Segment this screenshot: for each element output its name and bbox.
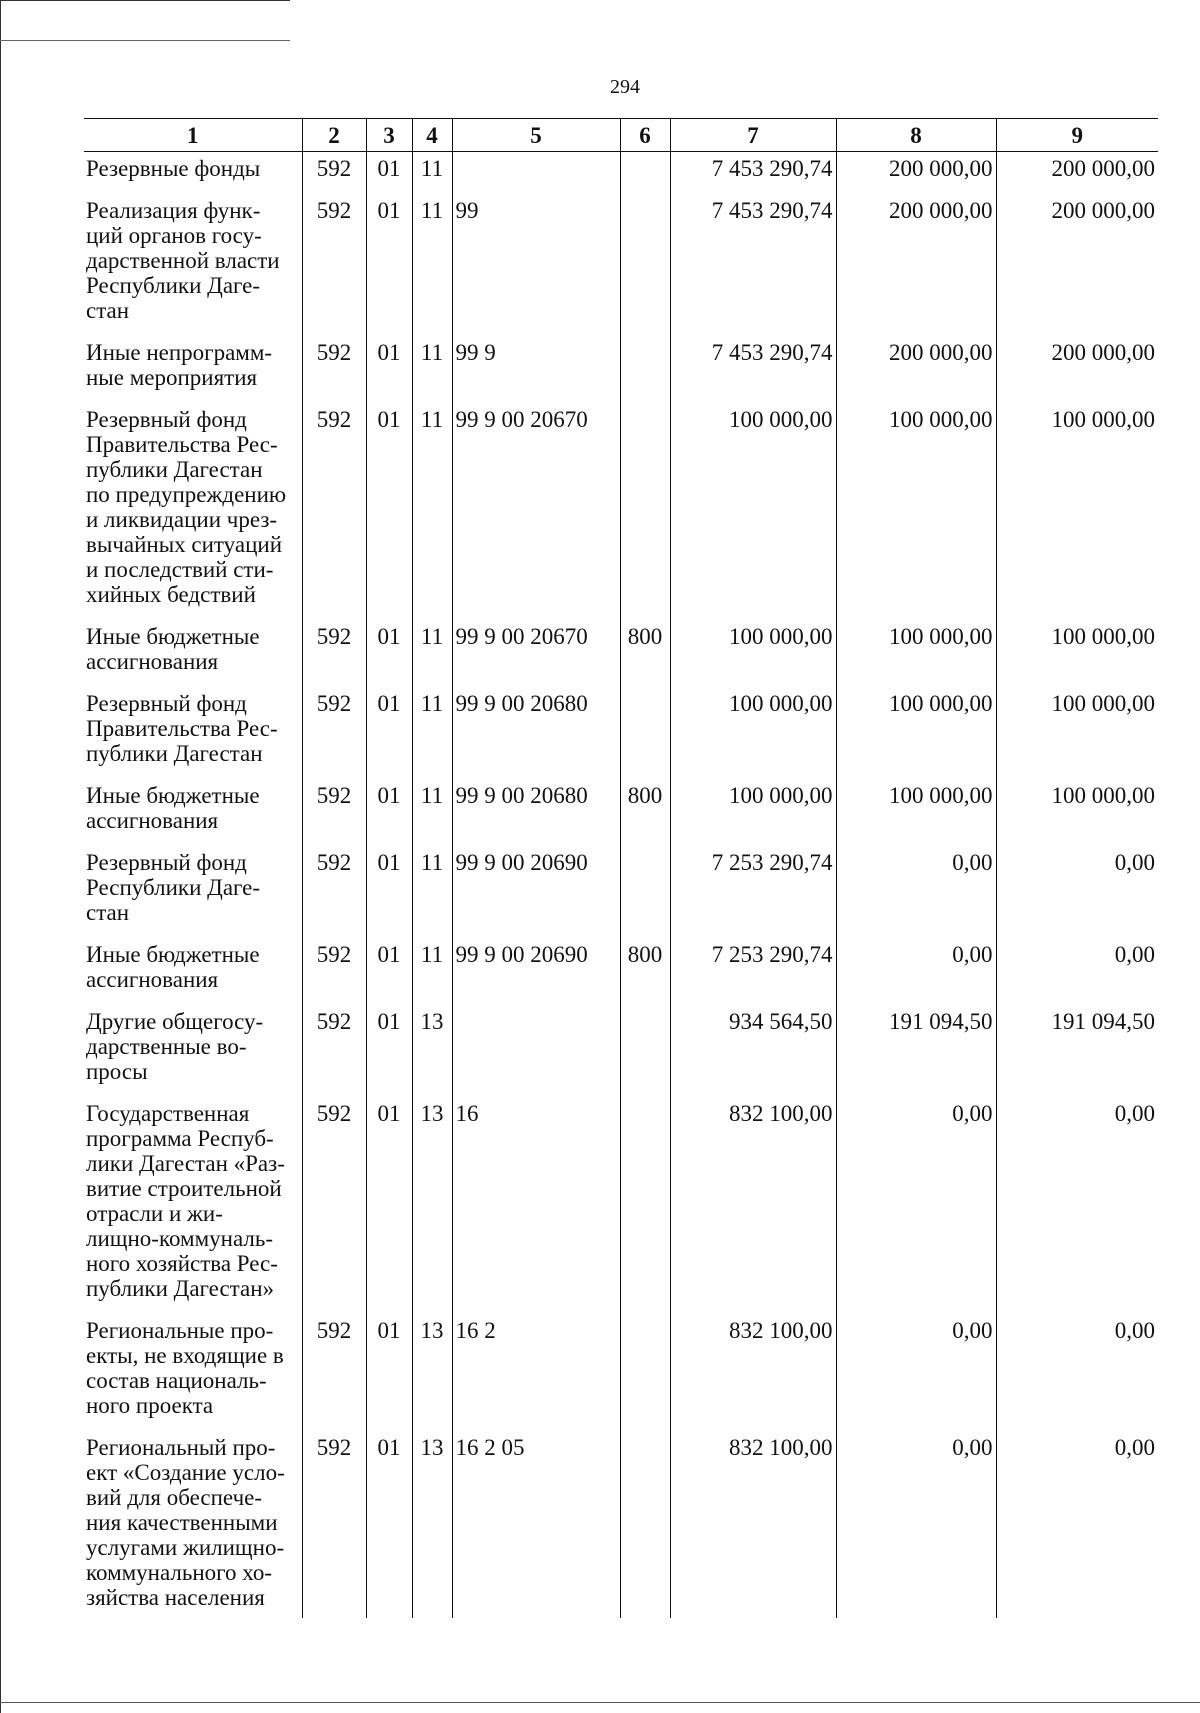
cell-target-article: 16 2 — [452, 1314, 620, 1431]
cell-name: Реализация функ- ций органов госу- дарственной власти Республики Даге- стан — [84, 194, 302, 336]
cell-target-article: 99 9 00 20680 — [452, 687, 620, 779]
cell-section: 01 — [366, 194, 412, 336]
page-number: 294 — [610, 76, 640, 98]
cell-name: Региональные про- екты, не входящие в состав националь- ного проекта — [84, 1314, 302, 1431]
cell-expense-type — [620, 194, 670, 336]
cell-subsection: 13 — [412, 1314, 452, 1431]
cell-admin-code: 592 — [302, 336, 366, 403]
column-header-9: 9 — [996, 119, 1158, 152]
cell-subsection: 13 — [412, 1005, 452, 1097]
cell-section: 01 — [366, 1097, 412, 1314]
column-header-7: 7 — [670, 119, 836, 152]
cell-expense-type: 800 — [620, 938, 670, 1005]
cell-admin-code: 592 — [302, 1005, 366, 1097]
budget-table — [84, 118, 1158, 1618]
cell-amount-col9: 0,00 — [996, 1314, 1158, 1431]
cell-name: Резервный фонд Республики Даге- стан — [84, 846, 302, 938]
cell-subsection: 11 — [412, 336, 452, 403]
cell-admin-code: 592 — [302, 1097, 366, 1314]
cell-amount-col7: 832 100,00 — [670, 1314, 836, 1431]
cell-subsection: 11 — [412, 620, 452, 687]
cell-name: Государственная программа Респуб- лики Дагестан «Раз- витие строительной отрасли и жи- лищно-коммуналь- ного хозяйства Рес- публики Дагестан» — [84, 1097, 302, 1314]
cell-expense-type — [620, 687, 670, 779]
column-header-1: 1 — [84, 119, 302, 152]
cell-target-article: 99 9 — [452, 336, 620, 403]
cell-target-article: 99 9 00 20670 — [452, 620, 620, 687]
cell-admin-code: 592 — [302, 938, 366, 1005]
cell-amount-col9: 200 000,00 — [996, 152, 1158, 195]
cell-section: 01 — [366, 779, 412, 846]
cell-amount-col9: 100 000,00 — [996, 687, 1158, 779]
cell-amount-col9: 0,00 — [996, 1431, 1158, 1618]
header-row — [84, 119, 1158, 152]
cell-amount-col7: 100 000,00 — [670, 620, 836, 687]
cell-amount-col7: 100 000,00 — [670, 403, 836, 620]
cell-amount-col9: 200 000,00 — [996, 336, 1158, 403]
cell-section: 01 — [366, 938, 412, 1005]
cell-name: Резервные фонды — [84, 152, 302, 195]
cell-target-article — [452, 152, 620, 195]
scan-edge-top-secondary — [0, 40, 290, 41]
cell-admin-code: 592 — [302, 1314, 366, 1431]
scan-edge-top — [0, 0, 290, 1]
cell-subsection: 11 — [412, 779, 452, 846]
cell-amount-col8: 0,00 — [836, 1097, 996, 1314]
cell-section: 01 — [366, 846, 412, 938]
cell-expense-type: 800 — [620, 620, 670, 687]
table-row — [84, 194, 1158, 336]
cell-target-article: 99 9 00 20690 — [452, 938, 620, 1005]
cell-name: Иные бюджетные ассигнования — [84, 620, 302, 687]
cell-admin-code: 592 — [302, 1431, 366, 1618]
table-row — [84, 403, 1158, 620]
table-row — [84, 687, 1158, 779]
cell-subsection: 11 — [412, 194, 452, 336]
cell-admin-code: 592 — [302, 403, 366, 620]
cell-section: 01 — [366, 152, 412, 195]
cell-subsection: 11 — [412, 938, 452, 1005]
table-row — [84, 1314, 1158, 1431]
column-header-2: 2 — [302, 119, 366, 152]
cell-admin-code: 592 — [302, 152, 366, 195]
cell-amount-col7: 832 100,00 — [670, 1431, 836, 1618]
cell-expense-type — [620, 1097, 670, 1314]
cell-name: Резервный фонд Правительства Рес- публики Дагестан — [84, 687, 302, 779]
cell-admin-code: 592 — [302, 194, 366, 336]
cell-amount-col7: 934 564,50 — [670, 1005, 836, 1097]
column-header-6: 6 — [620, 119, 670, 152]
cell-amount-col9: 100 000,00 — [996, 620, 1158, 687]
cell-amount-col8: 200 000,00 — [836, 336, 996, 403]
cell-amount-col8: 100 000,00 — [836, 620, 996, 687]
cell-expense-type — [620, 1005, 670, 1097]
cell-amount-col7: 100 000,00 — [670, 779, 836, 846]
cell-subsection: 11 — [412, 687, 452, 779]
table-row — [84, 846, 1158, 938]
scan-edge-left — [0, 0, 1, 1713]
table-row — [84, 336, 1158, 403]
cell-amount-col8: 0,00 — [836, 1314, 996, 1431]
column-header-8: 8 — [836, 119, 996, 152]
table-row — [84, 779, 1158, 846]
cell-section: 01 — [366, 403, 412, 620]
cell-amount-col7: 7 453 290,74 — [670, 336, 836, 403]
cell-admin-code: 592 — [302, 687, 366, 779]
table-row — [84, 938, 1158, 1005]
cell-target-article: 99 9 00 20690 — [452, 846, 620, 938]
cell-amount-col9: 100 000,00 — [996, 779, 1158, 846]
cell-expense-type — [620, 336, 670, 403]
table-row — [84, 1005, 1158, 1097]
cell-subsection: 11 — [412, 403, 452, 620]
cell-expense-type — [620, 846, 670, 938]
cell-section: 01 — [366, 687, 412, 779]
cell-expense-type — [620, 152, 670, 195]
cell-target-article: 99 9 00 20680 — [452, 779, 620, 846]
cell-expense-type — [620, 403, 670, 620]
table-row — [84, 1431, 1158, 1618]
cell-expense-type — [620, 1314, 670, 1431]
cell-subsection: 11 — [412, 152, 452, 195]
cell-section: 01 — [366, 336, 412, 403]
cell-amount-col8: 0,00 — [836, 846, 996, 938]
column-header-3: 3 — [366, 119, 412, 152]
cell-subsection: 13 — [412, 1097, 452, 1314]
cell-amount-col8: 0,00 — [836, 1431, 996, 1618]
cell-target-article: 99 9 00 20670 — [452, 403, 620, 620]
cell-target-article — [452, 1005, 620, 1097]
cell-amount-col9: 191 094,50 — [996, 1005, 1158, 1097]
cell-target-article: 16 2 05 — [452, 1431, 620, 1618]
scan-edge-bottom — [0, 1702, 1200, 1703]
table-body — [84, 152, 1158, 1619]
cell-target-article: 16 — [452, 1097, 620, 1314]
cell-amount-col7: 832 100,00 — [670, 1097, 836, 1314]
cell-amount-col8: 200 000,00 — [836, 152, 996, 195]
cell-amount-col7: 7 253 290,74 — [670, 846, 836, 938]
cell-expense-type: 800 — [620, 779, 670, 846]
cell-amount-col8: 200 000,00 — [836, 194, 996, 336]
cell-amount-col8: 100 000,00 — [836, 779, 996, 846]
cell-amount-col7: 100 000,00 — [670, 687, 836, 779]
cell-amount-col8: 100 000,00 — [836, 403, 996, 620]
cell-section: 01 — [366, 1431, 412, 1618]
table-row — [84, 620, 1158, 687]
column-header-4: 4 — [412, 119, 452, 152]
cell-amount-col8: 0,00 — [836, 938, 996, 1005]
cell-name: Региональный про- ект «Создание усло- вий для обеспече- ния качественными услугами жилищно- коммунального хо- зяйства населения — [84, 1431, 302, 1618]
cell-amount-col9: 0,00 — [996, 938, 1158, 1005]
column-header-5: 5 — [452, 119, 620, 152]
cell-section: 01 — [366, 1314, 412, 1431]
cell-amount-col7: 7 253 290,74 — [670, 938, 836, 1005]
table-row — [84, 1097, 1158, 1314]
cell-name: Иные бюджетные ассигнования — [84, 779, 302, 846]
cell-amount-col8: 191 094,50 — [836, 1005, 996, 1097]
cell-section: 01 — [366, 1005, 412, 1097]
cell-name: Резервный фонд Правительства Рес- публики Дагестан по предупреждению и ликвидации чрез- вычайных ситуаций и последствий сти- хийных бедствий — [84, 403, 302, 620]
table-row — [84, 152, 1158, 195]
cell-admin-code: 592 — [302, 846, 366, 938]
cell-amount-col9: 0,00 — [996, 846, 1158, 938]
cell-amount-col9: 200 000,00 — [996, 194, 1158, 336]
cell-admin-code: 592 — [302, 620, 366, 687]
cell-subsection: 13 — [412, 1431, 452, 1618]
cell-amount-col9: 0,00 — [996, 1097, 1158, 1314]
cell-name: Другие общегосу- дарственные во- просы — [84, 1005, 302, 1097]
cell-admin-code: 592 — [302, 779, 366, 846]
cell-amount-col8: 100 000,00 — [836, 687, 996, 779]
cell-amount-col9: 100 000,00 — [996, 403, 1158, 620]
cell-subsection: 11 — [412, 846, 452, 938]
cell-target-article: 99 — [452, 194, 620, 336]
cell-name: Иные непрограмм- ные мероприятия — [84, 336, 302, 403]
cell-section: 01 — [366, 620, 412, 687]
cell-amount-col7: 7 453 290,74 — [670, 194, 836, 336]
cell-expense-type — [620, 1431, 670, 1618]
cell-amount-col7: 7 453 290,74 — [670, 152, 836, 195]
cell-name: Иные бюджетные ассигнования — [84, 938, 302, 1005]
